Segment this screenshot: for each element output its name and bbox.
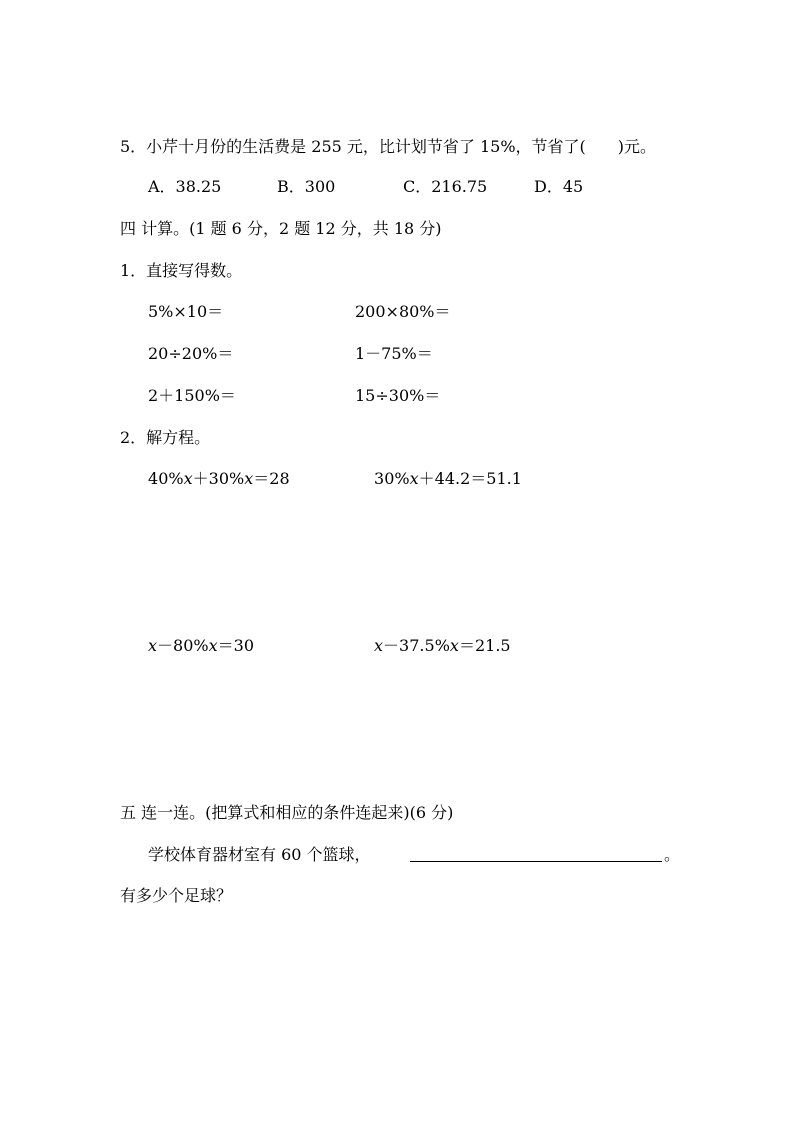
statement-line-1-end: 。: [664, 845, 681, 864]
section-5-title: 五 连一连。(把算式和相应的条件连起来)(6 分): [120, 803, 454, 822]
q2-title: 2．解方程。: [120, 428, 211, 447]
q1-title: 1．直接写得数。: [120, 261, 243, 280]
statement-line-2: 有多少个足球？: [120, 886, 233, 905]
statement-line-1: 学校体育器材室有 60 个篮球，: [148, 845, 371, 864]
calc-item-5: 2＋150%＝: [148, 386, 236, 405]
question-5-text: 5．小芹十月份的生活费是 255 元，比计划节省了 15%，节省了( )元。: [120, 137, 657, 156]
calc-item-2: 200×80%＝: [355, 302, 451, 321]
equation-4: x－37.5%x＝21.5: [374, 636, 511, 655]
section-4-title: 四 计算。(1 题 6 分，2 题 12 分，共 18 分): [120, 219, 442, 238]
calc-item-1: 5%×10＝: [148, 302, 224, 321]
option-b: B．300: [277, 177, 336, 196]
calc-item-4: 1－75%＝: [355, 344, 433, 363]
calc-item-3: 20÷20%＝: [148, 344, 234, 363]
option-a: A．38.25: [148, 177, 222, 196]
equation-3: x－80%x＝30: [148, 636, 255, 655]
answer-blank[interactable]: [410, 861, 662, 862]
equation-2: 30%x＋44.2＝51.1: [374, 469, 522, 488]
option-d: D．45: [534, 177, 584, 196]
equation-1: 40%x＋30%x＝28: [148, 469, 290, 488]
calc-item-6: 15÷30%＝: [355, 386, 441, 405]
option-c: C．216.75: [403, 177, 488, 196]
